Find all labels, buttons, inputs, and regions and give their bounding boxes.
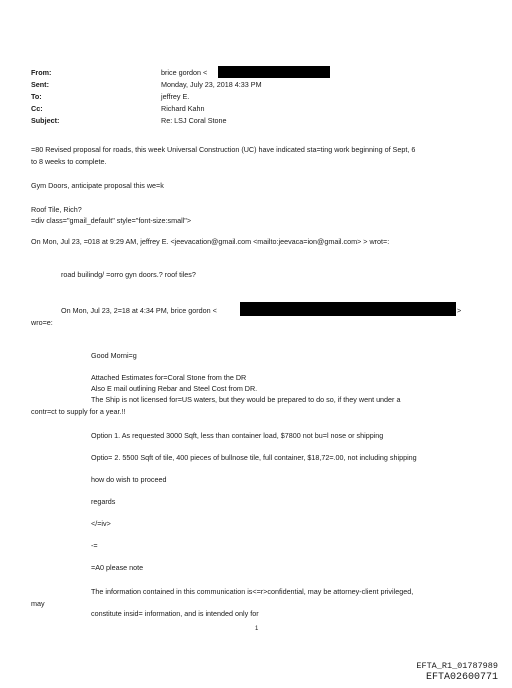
- attached-line-1: Attached Estimates for=Coral Stone from the DR: [91, 373, 247, 382]
- regards-line: regards: [91, 497, 116, 506]
- cc-label: Cc:: [31, 104, 43, 113]
- redaction-quoted-email: [240, 302, 456, 316]
- to-value: jeffrey E.: [161, 92, 190, 101]
- body-paragraph-3-line-1: Roof Tile, Rich?: [31, 205, 82, 214]
- bates-number-1: EFTA_R1_01787989: [416, 661, 498, 671]
- body-paragraph-1-line-2: to 8 weeks to complete.: [31, 157, 107, 166]
- quoted-header-2-wrote: wro=e:: [31, 318, 53, 327]
- quoted-header-2-suffix: >: [457, 306, 462, 315]
- bates-number-2: EFTA02600771: [425, 672, 498, 683]
- page-number: 1: [255, 626, 259, 632]
- attached-line-4: contr=ct to supply for a year.!!: [31, 407, 126, 416]
- body-paragraph-3-line-2: =div class="gmail_default" style="font-size:small">: [31, 216, 192, 225]
- eq-line: -=: [91, 541, 98, 550]
- from-value: brice gordon <: [161, 68, 208, 77]
- quoted-message-1: road builindg/ =orro gyn doors.? roof tiles?: [61, 270, 196, 279]
- attached-line-3: The Ship is not licensed for=US waters, but they would be prepared to do so, if they went under a: [91, 395, 401, 404]
- sent-label: Sent:: [31, 80, 49, 89]
- sent-value: Monday, July 23, 2018 4:33 PM: [161, 80, 262, 89]
- redaction-from-email: [218, 66, 330, 78]
- subject-value: Re: LSJ Coral Stone: [161, 116, 227, 125]
- disclaimer-line-1: The information contained in this communication is<=r>confidential, may be attorney-client privileged,: [91, 587, 414, 596]
- please-note-line: =A0 please note: [91, 563, 144, 572]
- question-line: how do wish to proceed: [91, 475, 167, 484]
- disclaimer-may: may: [31, 599, 45, 608]
- option-2: Optio= 2. 5500 Sqft of tile, 400 pieces of bullnose tile, full container, $18,72=.00, not including shipping: [91, 453, 417, 462]
- div-close-line: </=iv>: [91, 519, 111, 528]
- option-1: Option 1. As requested 3000 Sqft, less than container load, $7800 not bu=l nose or shipping: [91, 431, 384, 440]
- to-label: To:: [31, 92, 42, 101]
- subject-label: Subject:: [31, 116, 60, 125]
- from-label: From:: [31, 68, 52, 77]
- quoted-header-2-prefix: On Mon, Jul 23, 2=18 at 4:34 PM, brice gordon <: [61, 306, 217, 315]
- quoted-header-1: On Mon, Jul 23, =018 at 9:29 AM, jeffrey E. <jeevacation@gmail.com <mailto:jeevaca=ion@gmail.com> > wrot=:: [31, 237, 390, 246]
- body-paragraph-1-line-1: =80 Revised proposal for roads, this week Universal Construction (UC) have indicated sta=ting work beginning of Sept, 6: [31, 145, 416, 154]
- body-paragraph-2: Gym Doors, anticipate proposal this we=k: [31, 181, 164, 190]
- disclaimer-line-2: constitute insid= information, and is intended only for: [91, 609, 259, 618]
- attached-line-2: Also E mail outlining Rebar and Steel Cost from DR.: [91, 384, 258, 393]
- greeting: Good Morni=g: [91, 351, 137, 360]
- cc-value: Richard Kahn: [161, 104, 205, 113]
